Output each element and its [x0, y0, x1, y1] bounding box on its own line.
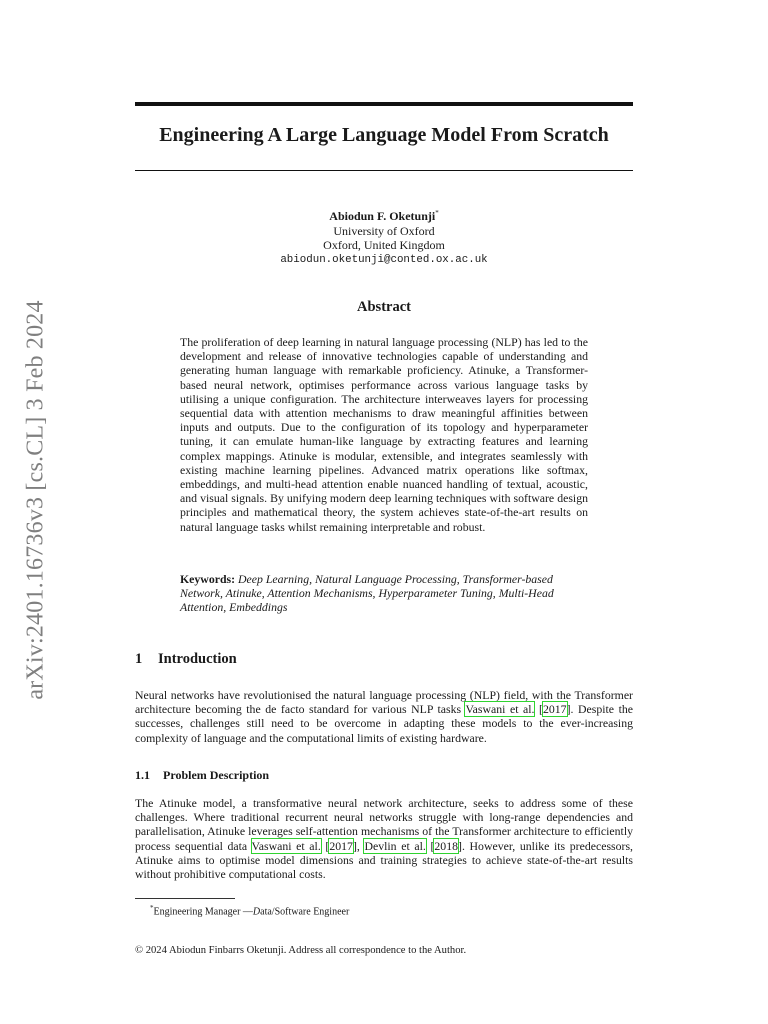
- section-heading-introduction: [135, 651, 237, 668]
- intro-text-start: Neural networks have revolutionised the natural language processing (NLP) field, with the Transformer architecture becoming the de facto standard for various NLP tasks: [135, 688, 633, 717]
- paper-title: Engineering A Large Language Model From Scratch: [159, 124, 609, 146]
- subsection-heading-problem-description: [135, 768, 269, 783]
- abstract-heading: Abstract: [357, 299, 411, 315]
- author-block: [135, 206, 633, 267]
- author-name-line: [135, 206, 633, 224]
- citation-year-link-vaswani[interactable]: 2017: [542, 702, 567, 717]
- citation-separator: ,: [356, 838, 365, 853]
- footnote: [150, 904, 349, 917]
- footnote-text-end: ata/Software Engineer: [260, 906, 350, 918]
- intro-text-end: . Despite the successes, challenges still need to be overcome in adapting these models to the ever-increasing complexity of language and the computational limits of existing hardware.: [135, 702, 633, 745]
- keywords: [180, 572, 588, 615]
- footnote-text-italic: D: [252, 906, 261, 918]
- footnote-mark: *: [150, 904, 154, 912]
- citation-link-devlin[interactable]: Devlin et al.: [364, 838, 426, 853]
- section-number: 1: [135, 651, 143, 667]
- keywords-list: Deep Learning, Natural Language Processing, Transformer-based Network, Atinuke, Attention Mechanisms, Hyperparameter Tuning, Multi-Head Attention, Embeddings: [180, 572, 554, 615]
- title-rule-bottom: [135, 170, 633, 171]
- title-rule-top: [135, 102, 633, 106]
- problem-text-end: . However, unlike its predecessors, Atinuke aims to optimise model dimensions and training strategies to achieve state-of-the-art results without prohibitive computational costs.: [135, 838, 633, 882]
- author-footnote-mark: *: [435, 209, 439, 217]
- author-location: Oxford, United Kingdom: [323, 238, 445, 252]
- citation-link-vaswani-2[interactable]: Vaswani et al.: [251, 838, 321, 853]
- problem-description-paragraph: The Atinuke model, a transformative neural network architecture, seeks to address some of these challenges. Where traditional recurrent neural networks struggle with long-range dependencies and parallelisation, Atinuke leverages self-attention mechanisms of the Transformer architecture to efficiently process sequential data Vaswani et al. [2017], Devlin et al. [2018]. However, unlike its predecessors, Atinuke aims to optimise model dimensions and training strategies to achieve state-of-the-art results without prohibitive computational costs.: [135, 796, 633, 882]
- footnote-text-start: Engineering Manager —: [153, 906, 253, 918]
- citation-year-link-devlin[interactable]: 2018: [434, 838, 458, 853]
- author-name: Abiodun F. Oketunji: [329, 209, 436, 223]
- subsection-number: 1.1: [135, 768, 150, 782]
- footnote-rule: [135, 898, 235, 899]
- citation-year-link-vaswani-2[interactable]: 2017: [329, 838, 353, 853]
- author-email[interactable]: abiodun.oketunji@conted.ox.ac.uk: [280, 253, 488, 266]
- subsection-title: Problem Description: [163, 768, 270, 782]
- arxiv-identifier: arXiv:2401.16736v3 [cs.CL] 3 Feb 2024: [22, 300, 49, 700]
- author-affiliation: University of Oxford: [333, 223, 435, 238]
- keywords-label: Keywords:: [180, 572, 236, 586]
- abstract-text: The proliferation of deep learning in natural language processing (NLP) has led to the development and release of innovative technologies capable of understanding and generating human language with remarkable proficiency. Atinuke, a Transformer-based neural network, optimises performance across various language tasks by utilising a unique configuration. The architecture interweaves layers for processing sequential data with attention mechanisms to draw meaningful affinities between inputs and outputs. Due to the configuration of its topology and hyperparameter tuning, it can emulate human-like language by extracting features and learning complex mappings. Atinuke is modular, extensible, and integrates seamlessly with existing machine learning pipelines. Advanced matrix operations like softmax, embeddings, and multi-head attention enable nuanced handling of textual, acoustic, and visual signals. By unifying modern deep learning techniques with software design principles and mathematical theory, the system achieves state-of-the-art results on natural language tasks whilst remaining interpretable and robust.: [180, 335, 588, 534]
- citation-link-vaswani[interactable]: Vaswani et al.: [465, 702, 535, 717]
- copyright-notice: © 2024 Abiodun Finbarrs Oketunji. Address all correspondence to the Author.: [135, 945, 467, 956]
- problem-text-start: The Atinuke model, a transformative neural network architecture, seeks to address some of these challenges. Where traditional recurrent neural networks struggle with long-range dependencies and parallelisation, Atinuke leverages self-attention mechanisms of the Transformer architecture to efficiently process sequential data: [135, 796, 633, 853]
- introduction-paragraph: Neural networks have revolutionised the natural language processing (NLP) field, with the Transformer architecture becoming the de facto standard for various NLP tasks Vaswani et al. [2017]. Despite the successes, challenges still need to be overcome in adapting these models to the ever-increasing complexity of language and the computational limits of existing hardware.: [135, 688, 633, 745]
- section-title: Introduction: [158, 651, 237, 667]
